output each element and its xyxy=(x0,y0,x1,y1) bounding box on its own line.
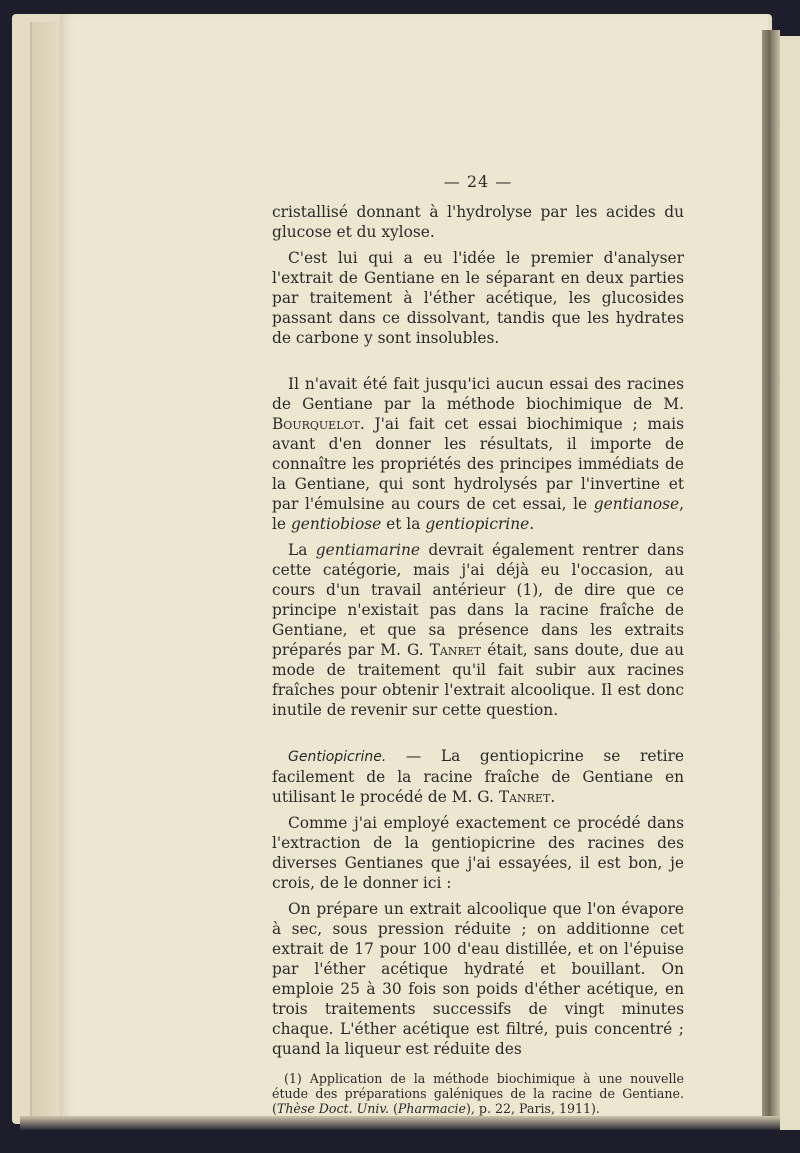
text-span: devrait également rentrer dans cette catégorie, mais j'ai déjà eu l'occasion, au cours d'un travail antérieur (1), de dire que ce principe n'existait pas dans la racine fraîche de Gentiane, et que sa présence dans les extraits préparés par M. G. xyxy=(272,541,684,659)
term: gentiobiose xyxy=(290,515,382,533)
text-span: était, sans doute, due au mode de traitement qu'il fait subir aux racines fraîches pour obtenir l'extrait alcoolique. Il est donc inutile de revenir sur cette question. xyxy=(272,641,684,719)
text-span: . xyxy=(550,788,556,806)
paragraph-4 xyxy=(272,540,684,720)
text-span: . xyxy=(529,515,535,533)
text-span: et la xyxy=(381,515,426,533)
section-heading: Gentiopicrine. xyxy=(288,749,387,765)
author-name: Tanret xyxy=(498,788,551,806)
page-text xyxy=(272,172,684,1116)
text-span: ( xyxy=(388,1101,398,1116)
book-spine xyxy=(762,30,780,1130)
footnote-italic: Pharmacie xyxy=(397,1101,467,1116)
text-span: — La gentiopicrine se retire facilement de la racine fraîche de Gentiane en utilisant le procédé de M. G. xyxy=(272,747,684,806)
paragraph-2: C'est lui qui a eu l'idée le premier d'analyser l'extrait de Gentiane en le séparant en deux parties par traitement à l'éther acétique, les glucosides passant dans ce dissolvant, tandis que les hydrates de carbone y sont insolubles. xyxy=(272,249,684,347)
text-span: , le xyxy=(272,495,684,533)
text-span: ), p. 22, Paris, 1911). xyxy=(466,1101,600,1116)
paragraph-5 xyxy=(272,746,684,807)
footnote-text xyxy=(272,1071,684,1116)
facing-page-edge xyxy=(780,36,800,1130)
text-span: La xyxy=(288,541,316,559)
paragraph-3 xyxy=(272,374,684,534)
paragraph-7: On prépare un extrait alcoolique que l'on évapore à sec, sous pression réduite ; on additionne cet extrait de 17 pour 100 d'eau distillée, et on l'épuise par l'éther acétique hydraté et bouillant. On emploie 25 à 30 fois son poids d'éther acétique, en trois traitements successifs de vingt minutes chaque. L'éther acétique est filtré, puis concentré ; quand la liqueur est réduite des xyxy=(272,900,684,1058)
author-name: Bourquelot xyxy=(272,415,360,433)
text-span: Il n'avait été fait jusqu'ici aucun essai des racines de Gentiane par la méthode biochimique de M. xyxy=(272,375,684,413)
term: gentiamarine xyxy=(315,541,421,559)
author-name: Tanret xyxy=(429,641,482,659)
footnote xyxy=(272,1071,684,1116)
term: gentiopicrine xyxy=(425,515,530,533)
paragraph-6: Comme j'ai employé exactement ce procédé dans l'extraction de la gentiopicrine des racines des diverses Gentianes que j'ai essayées, il est bon, je crois, de le donner ici : xyxy=(272,814,684,892)
page-number: — 24 — xyxy=(443,172,513,191)
paragraph-1: cristallisé donnant à l'hydrolyse par les acides du glucose et du xylose. xyxy=(272,203,684,241)
text-span: (1) Application de la méthode biochimique à une nouvelle étude des préparations galéniques de la racine de Gentiane. ( xyxy=(272,1071,684,1116)
footnote-italic: Thèse Doct. Univ. xyxy=(276,1101,389,1116)
term: gentianose xyxy=(593,495,680,513)
text-span: . J'ai fait cet essai biochimique ; mais avant d'en donner les résultats, il importe de connaître les propriétés des principes immédiats de la Gentiane, qui sont hydrolysés par l'invertine et par l'émulsine au cours de cet essai, le xyxy=(272,415,684,513)
page-bottom-edge xyxy=(20,1116,780,1130)
